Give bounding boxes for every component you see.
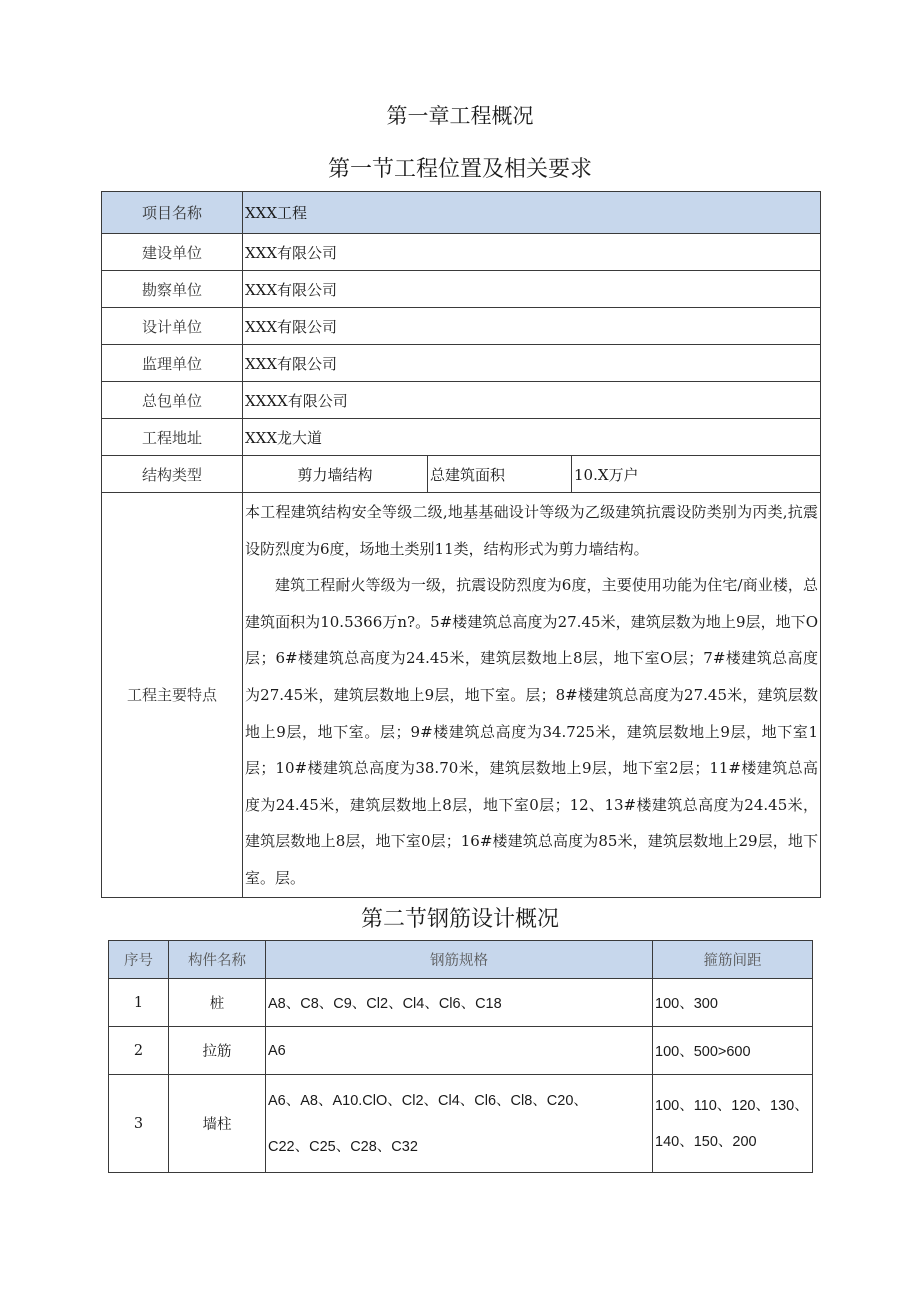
row-spacing: 100、500>600 — [653, 1027, 813, 1075]
structure-row — [102, 456, 821, 493]
features-row — [102, 493, 821, 898]
structure-type-label: 结构类型 — [102, 456, 243, 493]
project-name-label: 项目名称 — [102, 192, 243, 234]
row-name: 墙柱 — [169, 1075, 266, 1173]
rebar-header-row — [109, 941, 813, 979]
project-info-table — [101, 191, 821, 898]
table-row — [102, 271, 821, 308]
structure-type-value: 剪力墙结构 — [243, 456, 428, 493]
table-row — [102, 345, 821, 382]
total-area-label: 总建筑面积 — [428, 456, 572, 493]
row-spec: A8、C8、C9、Cl2、Cl4、Cl6、C18 — [266, 979, 653, 1027]
address-value: XXX龙大道 — [243, 419, 821, 456]
builder-label: 建设单位 — [102, 234, 243, 271]
project-name-value: XXX工程 — [243, 192, 821, 234]
table-row — [102, 234, 821, 271]
row-spacing: 100、300 — [653, 979, 813, 1027]
supervision-value: XXX有限公司 — [243, 345, 821, 382]
table-row — [109, 1027, 813, 1075]
features-text — [243, 493, 821, 898]
row-spacing-line-1: 100、110、120、130、 — [655, 1097, 809, 1114]
supervision-label: 监理单位 — [102, 345, 243, 382]
total-area-value: 10.X万户 — [572, 456, 821, 493]
address-label: 工程地址 — [102, 419, 243, 456]
features-label: 工程主要特点 — [102, 493, 243, 898]
table-row — [109, 979, 813, 1027]
row-spec-line-2: C22、C25、C28、C32 — [268, 1138, 418, 1155]
row-spec: A6 — [266, 1027, 653, 1075]
survey-label: 勘察单位 — [102, 271, 243, 308]
row-spec-line-1: A6、A8、A10.ClO、Cl2、Cl4、Cl6、Cl8、C20、 — [268, 1092, 588, 1109]
builder-value: XXX有限公司 — [243, 234, 821, 271]
features-paragraph-2: 建筑工程耐火等级为一级，抗震设防烈度为6度，主要使用功能为住宅/商业楼，总建筑面积为10.5366万n?。5#楼建筑总高度为27.45米，建筑层数为地上9层，地下O层；6#楼建筑总高度为24.45米，建筑层数地上8层，地下室O层；7#楼建筑总高度为27.45米，建筑层数地上9层，地下室。层；8#楼建筑总高度为27.45米，建筑层数地上9层，地下室。层；9#楼建筑总高度为34.725米，建筑层数地上9层，地下室1层；10#楼建筑总高度为38.70米，建筑层数地上9层，地下室2层；11#楼建筑总高度为24.45米，建筑层数地上8层，地下室0层；12、13#楼建筑总高度为24.45米，建筑层数地上8层，地下室0层；16#楼建筑总高度为85米，建筑层数地上29层，地下室。层。 — [245, 576, 819, 887]
row-no: 3 — [109, 1075, 169, 1173]
project-name-row — [102, 192, 821, 234]
design-value: XXX有限公司 — [243, 308, 821, 345]
chapter-title: 第一章工程概况 — [386, 104, 534, 128]
contractor-label: 总包单位 — [102, 382, 243, 419]
section2-title: 第二节钢筋设计概况 — [360, 907, 559, 932]
table-row — [109, 1075, 813, 1173]
rebar-table — [108, 940, 813, 1173]
row-no: 1 — [109, 979, 169, 1027]
col-header-spacing: 箍筋间距 — [653, 941, 813, 979]
col-header-name: 构件名称 — [169, 941, 266, 979]
design-label: 设计单位 — [102, 308, 243, 345]
survey-value: XXX有限公司 — [243, 271, 821, 308]
row-spec — [266, 1075, 653, 1173]
features-paragraph-1: 本工程建筑结构安全等级二级,地基基础设计等级为乙级建筑抗震设防类别为丙类,抗震设防烈度为6度，场地土类别11类，结构形式为剪力墙结构。 — [245, 503, 819, 558]
row-spacing-line-2: 140、150、200 — [655, 1133, 757, 1150]
table-row — [102, 419, 821, 456]
contractor-value: XXXX有限公司 — [243, 382, 821, 419]
col-header-spec: 钢筋规格 — [266, 941, 653, 979]
section1-title: 第一节工程位置及相关要求 — [327, 157, 592, 182]
col-header-no: 序号 — [109, 941, 169, 979]
row-name: 桩 — [169, 979, 266, 1027]
row-name: 拉筋 — [169, 1027, 266, 1075]
table-row — [102, 308, 821, 345]
table-row — [102, 382, 821, 419]
row-spacing — [653, 1075, 813, 1173]
row-no: 2 — [109, 1027, 169, 1075]
